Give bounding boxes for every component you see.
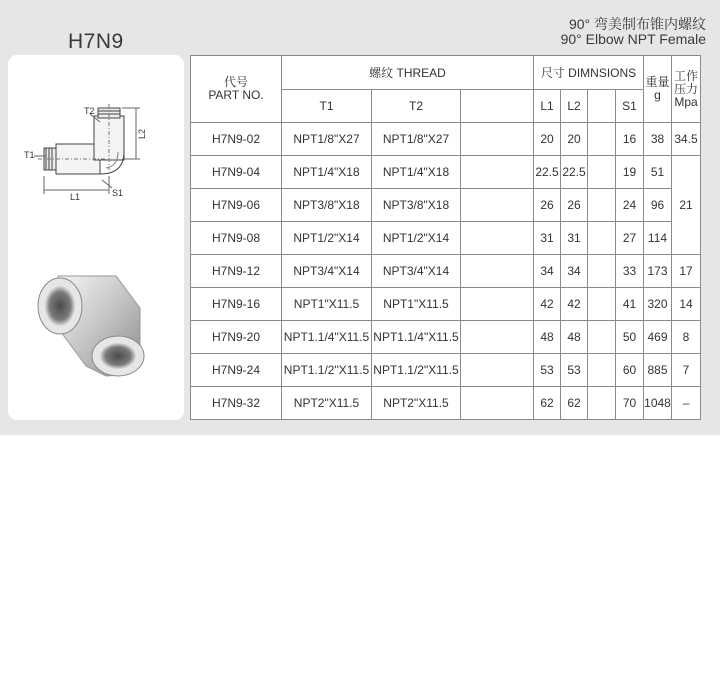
header-thread: 螺纹 THREAD	[282, 56, 534, 90]
table-row: H7N9-02 NPT1/8"X27 NPT1/8"X27 20 20 16 38 34.5	[191, 123, 701, 156]
model-title: H7N9	[68, 30, 124, 53]
header-t1: T1	[282, 90, 372, 123]
table-row: H7N9-08 NPT1/2"X14 NPT1/2"X14 31 31 27 114	[191, 222, 701, 255]
table-row: H7N9-04 NPT1/4"X18 NPT1/4"X18 22.5 22.5 19 51 21	[191, 156, 701, 189]
header-weight: 重量 g	[644, 56, 672, 123]
subtitle-english: 90° Elbow NPT Female	[560, 31, 706, 47]
table-row: H7N9-24 NPT1.1/2"X11.5 NPT1.1/2"X11.5 53 53 60 885 7	[191, 354, 701, 387]
specification-table	[190, 55, 701, 420]
table-row: H7N9-32 NPT2"X11.5 NPT2"X11.5 62 62 70 1048 –	[191, 387, 701, 420]
table-header-row	[191, 56, 701, 90]
header-pressure: 工作 压力 Mpa	[672, 56, 701, 123]
elbow-product-photo	[28, 268, 158, 383]
header-s1: S1	[616, 90, 644, 123]
label-t1: T1	[24, 150, 35, 160]
header-dimensions: 尺寸 DIMNSIONS	[534, 56, 644, 90]
table-row: H7N9-12 NPT3/4"X14 NPT3/4"X14 34 34 33 173 17	[191, 255, 701, 288]
elbow-technical-drawing	[22, 100, 162, 210]
header-l1: L1	[534, 90, 561, 123]
subtitle-chinese: 90° 弯美制布锥内螺纹	[568, 16, 706, 32]
label-l2: L2	[137, 128, 147, 139]
label-t2: T2	[84, 106, 95, 116]
header-blank-dim	[588, 90, 616, 123]
product-subtitle	[561, 17, 706, 47]
table-row: H7N9-06 NPT3/8"X18 NPT3/8"X18 26 26 24 96	[191, 189, 701, 222]
label-l1: L1	[70, 192, 81, 202]
table-row: H7N9-20 NPT1.1/4"X11.5 NPT1.1/4"X11.5 48 48 50 469 8	[191, 321, 701, 354]
table-row: H7N9-16 NPT1"X11.5 NPT1"X11.5 42 42 41 320 14	[191, 288, 701, 321]
label-s1: S1	[112, 188, 124, 198]
header-blank	[461, 90, 534, 123]
header-l2: L2	[561, 90, 588, 123]
header-part-no: 代号 PART NO.	[191, 56, 282, 123]
header-t2: T2	[372, 90, 461, 123]
